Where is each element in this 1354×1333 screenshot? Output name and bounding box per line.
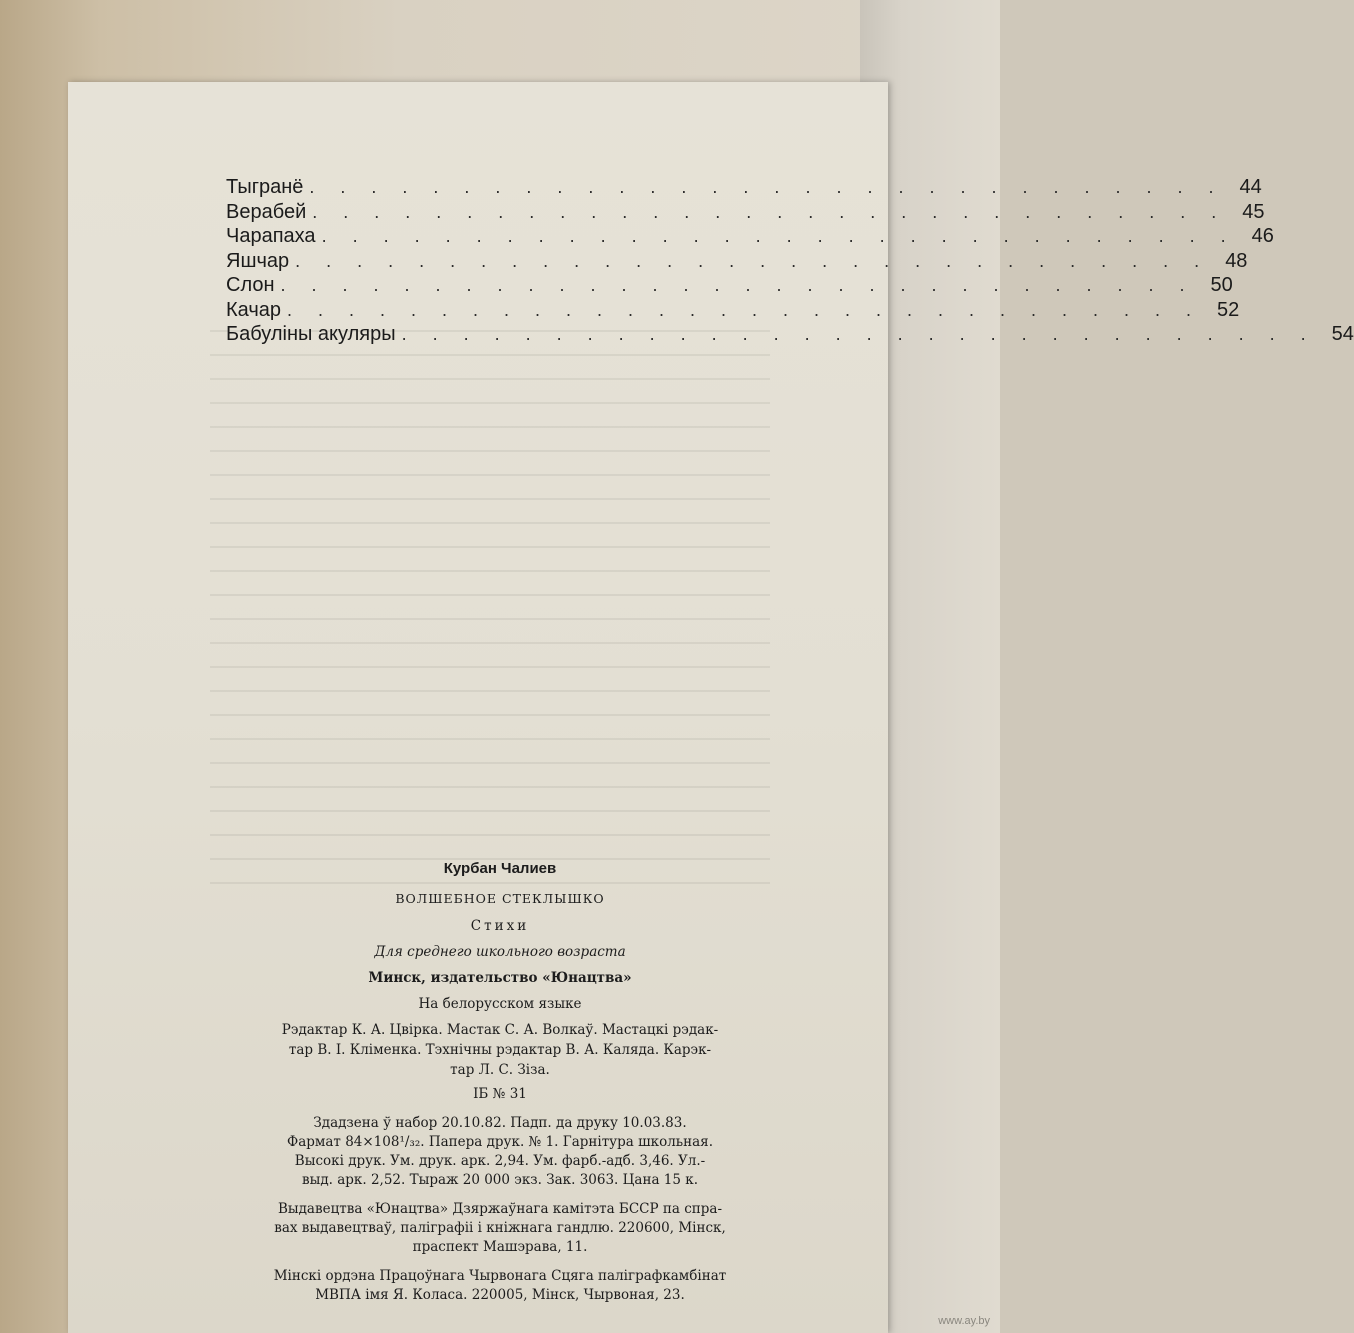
toc-entry-title: Яшчар [226,249,290,272]
printing-line: Высокі друк. Ум. друк. арк. 2,94. Ум. фарб.-адб. 3,46. Ул.- [294,1153,706,1169]
printer-address-line: МВПА імя Я. Коласа. 220005, Мінск, Чырвоная, 23. [315,1287,685,1303]
printing-line: Здадзена ў набор 20.10.82. Падп. да друку 10.03.83. [313,1115,687,1131]
book-title: ВОЛШЕБНОЕ СТЕКЛЫШКО [395,891,605,906]
publisher-address-line: вах выдавецтваў, паліграфіі і кніжнага гандлю. 220600, Мінск, [274,1220,726,1236]
toc-leader-dots: .............................. [309,177,1240,197]
site-watermark: www.ay.by [938,1315,990,1327]
target-audience: Для среднего школьного возраста [374,944,626,960]
publisher-line: Минск, издательство «Юнацтва» [368,970,632,986]
printing-details [200,1114,800,1190]
toc-entry-title: Чарапаха [226,225,316,247]
credits-line: тар В. І. Кліменка. Тэхнічны рэдактар В. А. Каляда. Карэк- [288,1042,712,1058]
toc-entry-title: Верабей [226,200,307,223]
toc-entry [226,224,1274,249]
book-genre: Стихи [470,918,530,934]
toc-entry [226,249,1248,274]
printer-address [200,1267,800,1305]
toc-entry [226,273,1233,298]
table-of-contents [226,175,1354,347]
toc-entry-page: 52 [1217,298,1240,321]
credits-line: тар Л. С. Зіза. [450,1062,550,1078]
toc-entry-page: 54 [1331,323,1354,345]
publisher-address-line: Выдавецтва «Юнацтва» Дзяржаўнага камітэта БССР па спра- [277,1201,723,1217]
author-name: Курбан Чалиев [443,860,557,877]
toc-entry-page: 44 [1239,176,1262,198]
toc-entry-page: 48 [1225,249,1248,272]
colophon [200,860,800,1305]
toc-leader-dots: .............................. [295,250,1226,271]
toc-entry-title: Тыгранё [226,176,304,198]
toc-entry [226,200,1265,225]
printing-line: Фармат 84×108¹/₃₂. Папера друк. № 1. Гарнітура школьная. [286,1134,713,1150]
publisher-address-line: праспект Машэрава, 11. [412,1239,588,1255]
toc-leader-dots: .............................. [287,299,1218,320]
toc-entry-page: 45 [1242,200,1265,223]
toc-entry [226,298,1240,323]
editorial-credits [200,1020,800,1080]
ib-number: ІБ № 31 [473,1086,527,1102]
credits-line: Рэдактар К. А. Цвірка. Мастак С. А. Волкаў. Мастацкі рэдак- [281,1022,719,1038]
toc-entry-title: Качар [226,298,281,321]
toc-leader-dots: .............................. [321,226,1252,246]
toc-entry-title: Бабуліны акуляры [226,323,396,345]
printing-line: выд. арк. 2,52. Тыраж 20 000 экз. Зак. 3063. Цана 15 к. [302,1172,698,1188]
toc-leader-dots: .............................. [401,324,1332,344]
publisher-address [200,1200,800,1257]
toc-entry-page: 46 [1251,225,1274,247]
toc-entry [226,175,1262,200]
toc-leader-dots: .............................. [312,201,1243,222]
toc-entry-page: 50 [1210,274,1233,296]
toc-entry-title: Слон [226,274,275,296]
toc-leader-dots: .............................. [280,275,1211,295]
toc-entry [226,322,1354,347]
printer-address-line: Мінскі ордэна Працоўнага Чырвонага Сцяга паліграфкамбінат [273,1268,727,1284]
language-note: На белорусском языке [418,996,582,1012]
